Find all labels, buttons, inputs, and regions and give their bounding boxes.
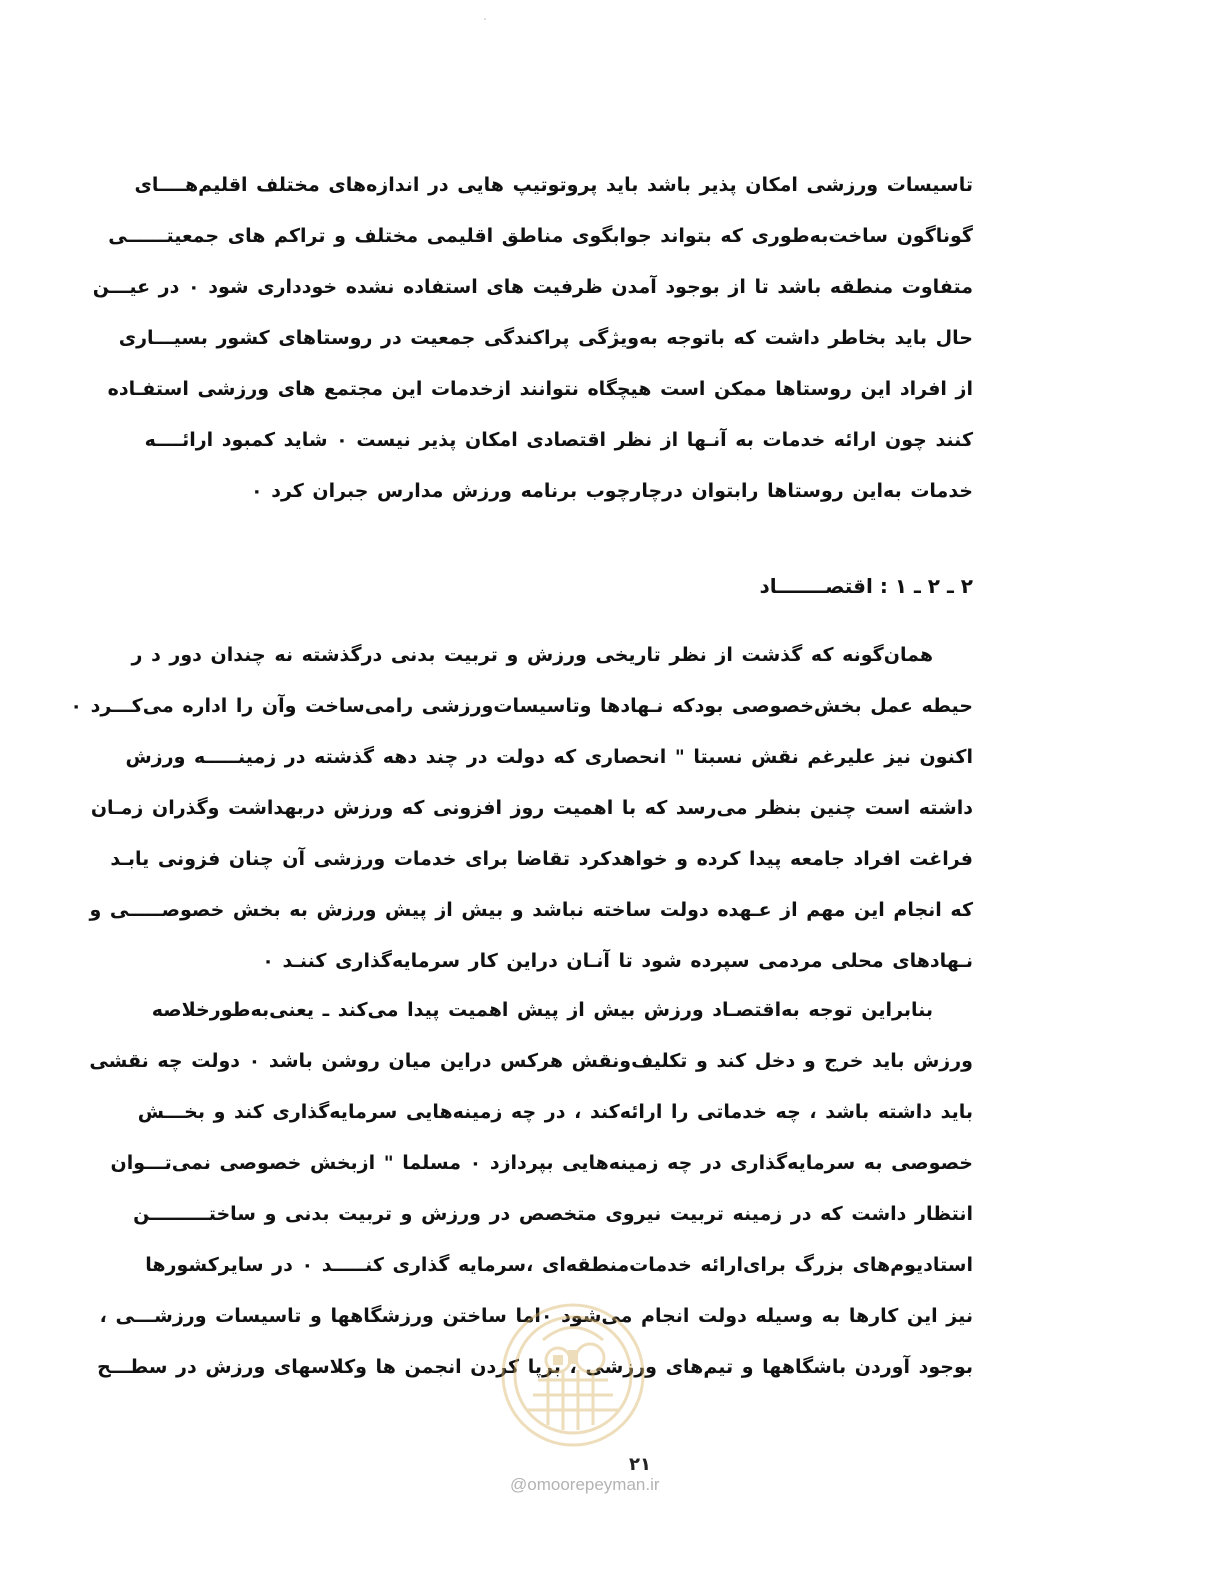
- text-line: استادیوم‌های بزرگ برای‌ارائه خدمات‌منطقه‌ای ،سرمایه گذاری کنـــــد ۰ در سایرکشورها: [145, 1254, 973, 1276]
- paragraph-1: [92, 160, 973, 517]
- text-line: باید داشته باشد ، چه خدماتی را ارائه‌کند ، در چه زمینه‌هایی سرمایه‌گذاری کند و بخـــش: [137, 1101, 973, 1123]
- section-heading: ۲ ـ ۲ ـ ۱ : اقتصـــــــاد: [759, 574, 973, 598]
- text-line: اکنون نیز علیرغم نقش نسبتا " انحصاری که دولت در چند دهه گذشته در زمینـــــه ورزش: [125, 746, 973, 768]
- text-line: همان‌گونه که گذشت از نظر تاریخی ورزش و تربیت بدنی درگذشته نه چندان دور د ر: [131, 644, 933, 666]
- watermark-url: @omoorepeyman.ir: [510, 1475, 660, 1494]
- text-line: تاسیسات ورزشی امکان پذیر باشد باید پروتوتیپ هایی در اندازه‌های مختلف اقلیم‌هــــای: [134, 174, 973, 196]
- text-line: کنند چون ارائه خدمات به آنـها از نظر اقتصادی امکان پذیر نیست ۰ شاید کمبود ارائــــه: [144, 429, 973, 451]
- text-line: از افراد این روستاها ممکن است هیچگاه نتوانند ازخدمات این مجتمع های ورزشی استفـاده: [107, 378, 973, 400]
- text-line: خدمات به‌این روستاها رابتوان درچارچوب برنامه ورزش مدارس جبران کرد ۰: [250, 480, 973, 502]
- text-line: که انجام این مهم از عـهده دولت ساخته نباشد و بیش از پیش ورزش به بخش خصوصـــــی و: [89, 899, 973, 921]
- text-line: بوجود آوردن باشگاهها و تیم‌های ورزشی ، برپا کردن انجمن ها وکلاسهای ورزش در سطـــح: [97, 1356, 973, 1378]
- text-line: حال باید بخاطر داشت که باتوجه به‌ویژگی پراکندگی جمعیت در روستاهای کشور بسیـــاری: [118, 327, 973, 349]
- paragraph-2: [70, 630, 973, 987]
- scan-artifact: [484, 18, 486, 20]
- text-line: داشته است چنین بنظر می‌رسد که با اهمیت روز افزونی که ورزش دربهداشت وگذران زمـان: [90, 797, 973, 819]
- text-line: حیطه عمل بخش‌خصوصی بودکه نـهادها وتاسیسات‌ورزشی رامی‌ساخت وآن را اداره می‌کـــرد ۰: [70, 695, 973, 717]
- text-line: خصوصی به سرمایه‌گذاری در چه زمینه‌هایی بپردازد ۰ مسلما " ازبخش خصوصی نمی‌تـــوان: [110, 1152, 973, 1174]
- text-line: فراغت افراد جامعه پیدا کرده و خواهدکرد تقاضا برای خدمات ورزشی آن چنان فزونی یابـد: [110, 848, 973, 870]
- page-number: ۲۱: [629, 1454, 651, 1475]
- text-line: بنابراین توجه به‌اقتصـاد ورزش بیش از پیش اهمیت پیدا می‌کند ـ یعنی‌به‌طورخلاصه: [151, 999, 933, 1021]
- text-line: نیز این کارها به وسیله دولت انجام می‌شود ۰اما ساختن ورزشگاهها و تاسیسات ورزشـــی ،: [99, 1305, 973, 1327]
- seal-logo-icon: [498, 1300, 648, 1450]
- text-line: انتظار داشت که در زمینه تربیت نیروی متخصص در ورزش و تربیت بدنی و ساختـــــــــن: [133, 1203, 973, 1225]
- text-line: ورزش باید خرج و دخل کند و تکلیف‌ونقش هرکس دراین میان روشن باشد ۰ دولت چه نقشی: [89, 1050, 973, 1072]
- text-line: گوناگون ساخت‌به‌طوری که بتواند جوابگوی مناطق اقلیمی مختلف و تراکم های جمعیتــــــی: [108, 225, 973, 247]
- text-line: نـهادهای محلی مردمی سپرده شود تا آنـان دراین کار سرمایه‌گذاری کننـد ۰: [262, 950, 973, 972]
- text-line: متفاوت منطقه باشد تا از بوجود آمدن ظرفیت های استفاده نشده خودداری شود ۰ در عیـــن: [92, 276, 973, 298]
